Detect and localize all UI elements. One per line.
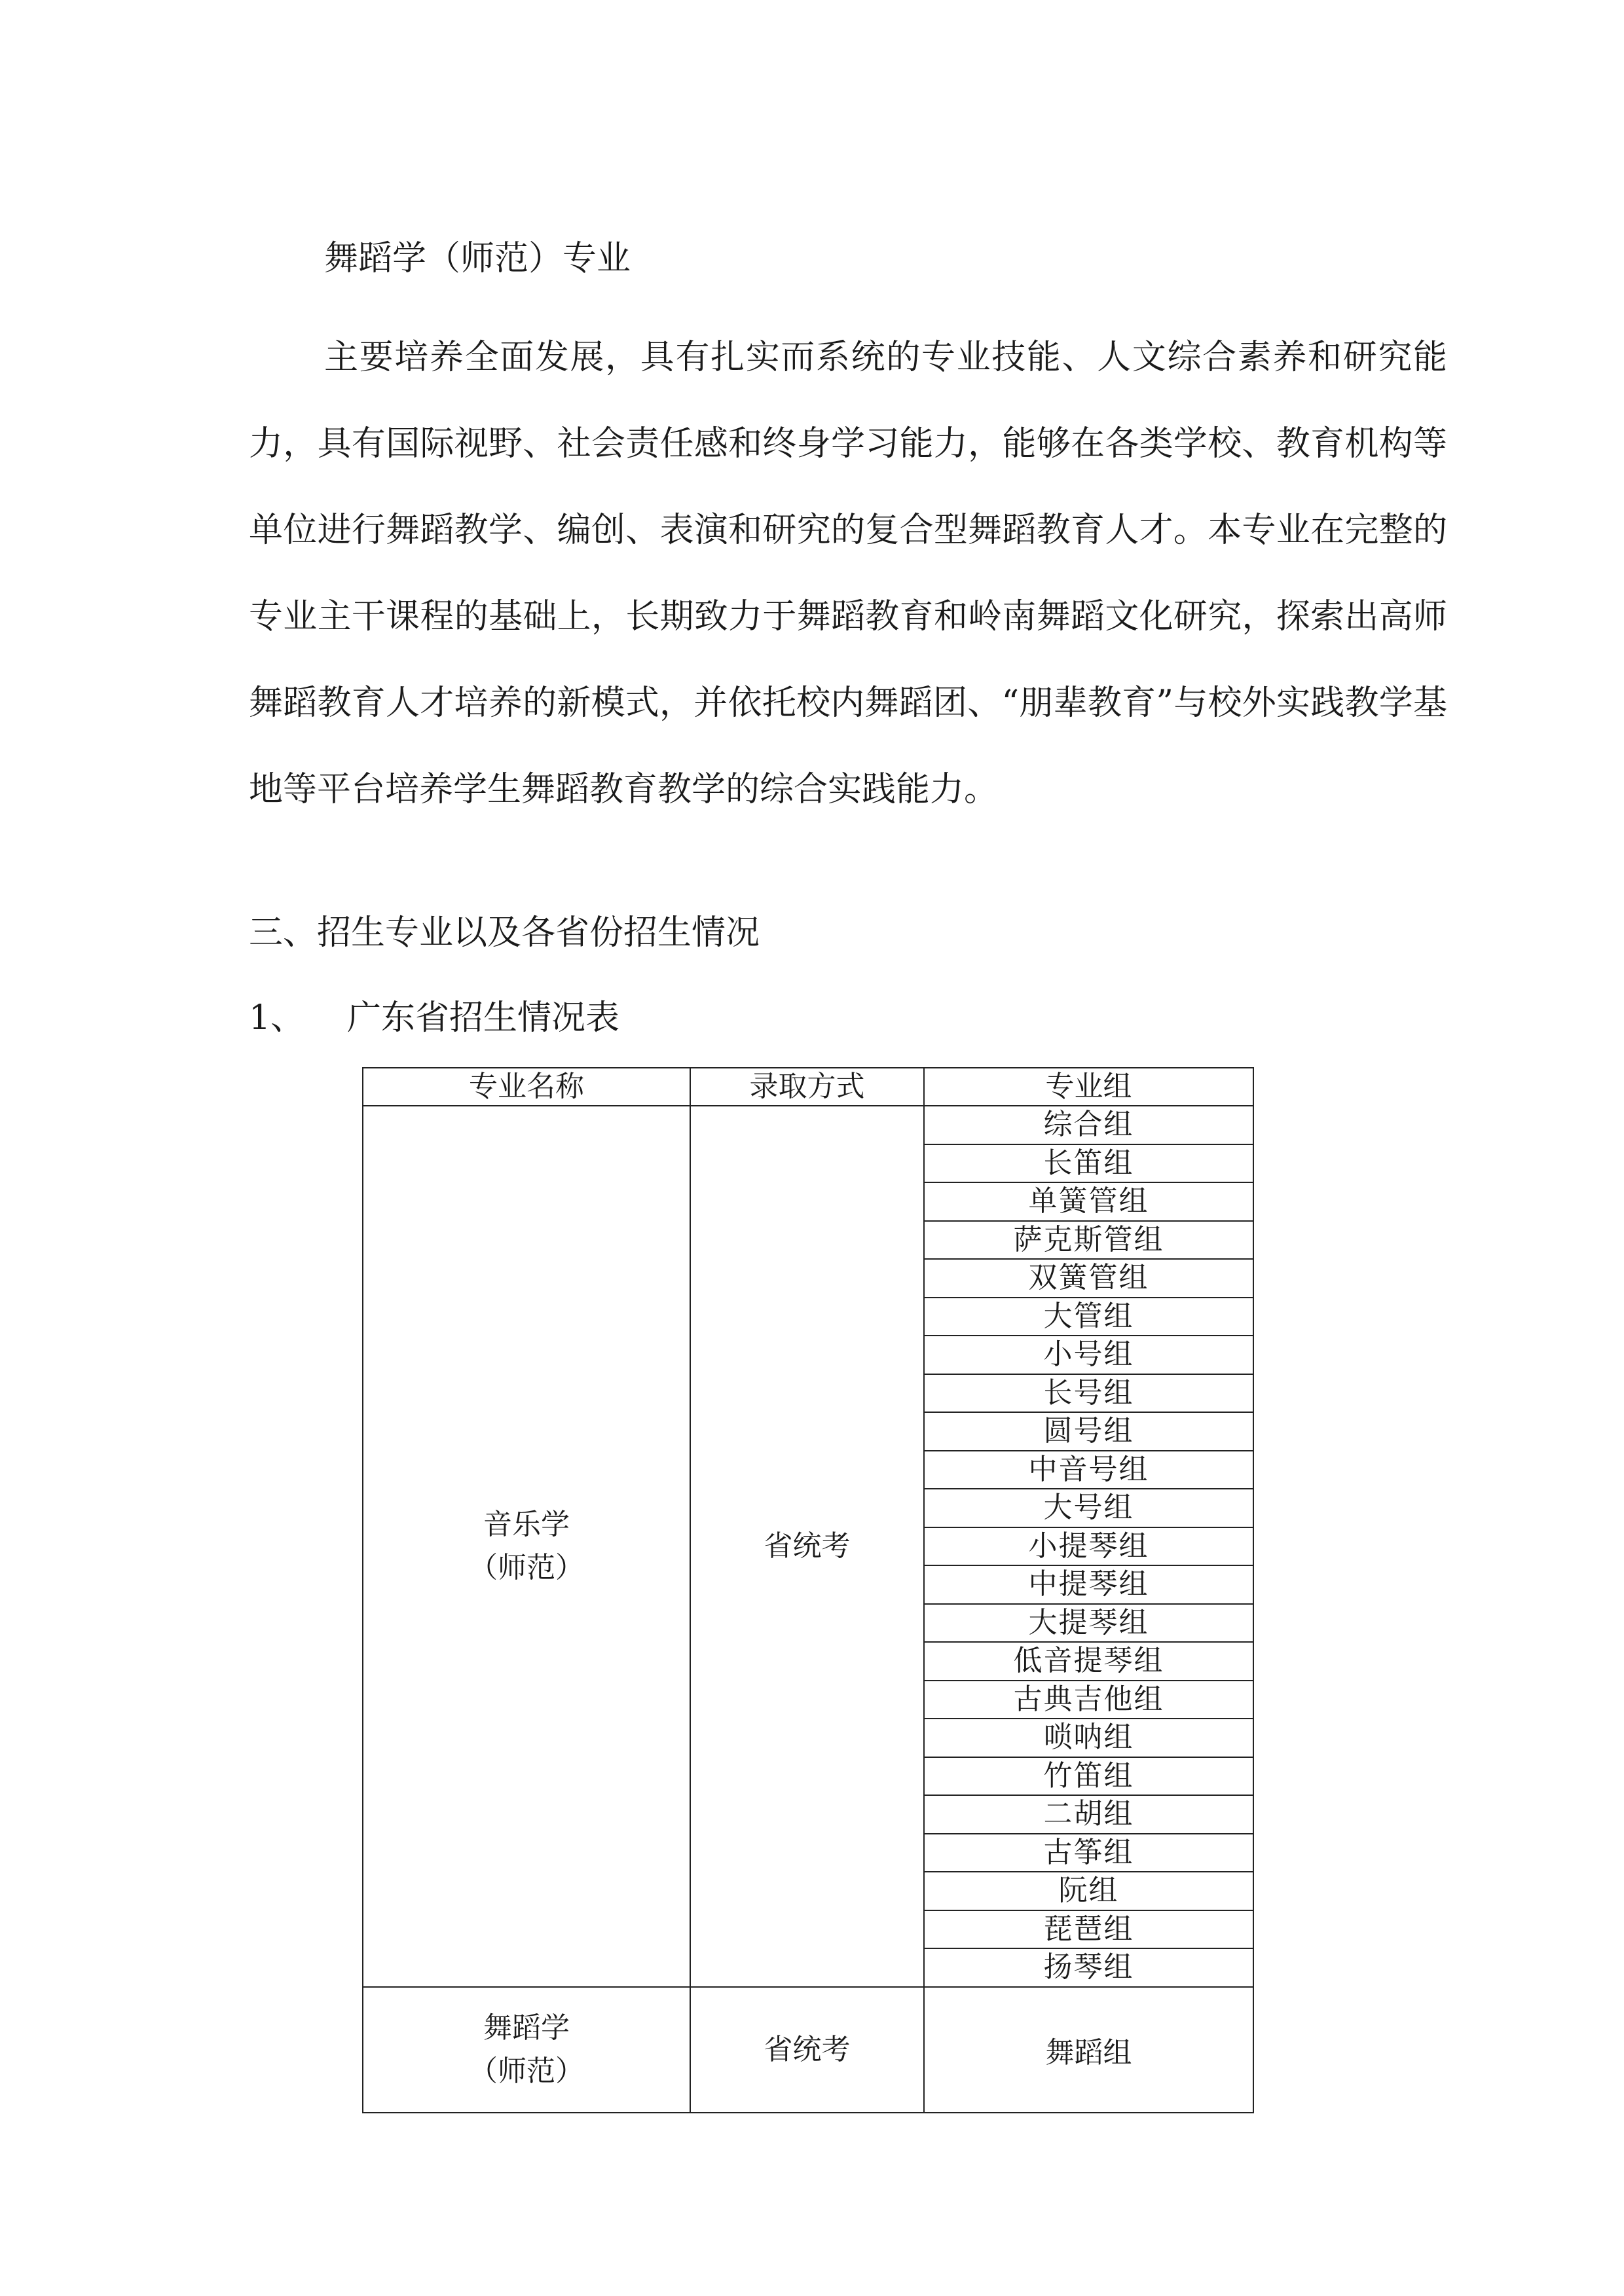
group-cell: 古筝组 <box>924 1834 1253 1872</box>
enrollment-table <box>362 1067 1254 2113</box>
table-row <box>363 1106 1253 1144</box>
group-cell: 大号组 <box>924 1489 1253 1527</box>
group-cell: 萨克斯管组 <box>924 1221 1253 1260</box>
major-note: （师范） <box>469 1550 584 1584</box>
group-cell: 单簧管组 <box>924 1182 1253 1221</box>
header-major-group: 专业组 <box>924 1068 1253 1106</box>
major-description-paragraph: 主要培养全面发展，具有扎实而系统的专业技能、人文综合素养和研究能力，具有国际视野、社会责任感和终身学习能力，能够在各类学校、教育机构等单位进行舞蹈教学、编创、表演和研究的复合型舞蹈教育人才。本专业在完整的专业主干课程的基础上，长期致力于舞蹈教育和岭南舞蹈文化研究，探索出高师舞蹈教育人才培养的新模式，并依托校内舞蹈团、“朋辈教育”与校外实践教学基地等平台培养学生舞蹈教育教学的综合实践能力。 <box>249 338 1447 809</box>
major-name: 舞蹈学 <box>483 2011 570 2045</box>
table-heading-title: 广东省招生情况表 <box>347 998 620 1038</box>
table-heading <box>249 992 619 1044</box>
group-cell: 中音号组 <box>924 1451 1253 1489</box>
major-cell-music <box>363 1106 690 1987</box>
section-title: 舞蹈学（师范）专业 <box>324 239 631 278</box>
major-cell-dance <box>363 1987 690 2113</box>
table-row <box>363 1987 1253 2113</box>
enrollment-heading: 三、招生专业以及各省份招生情况 <box>249 913 760 953</box>
group-cell: 小提琴组 <box>924 1527 1253 1566</box>
major-note: （师范） <box>469 2054 584 2088</box>
major-name: 音乐学 <box>483 1507 570 1541</box>
header-admission-method: 录取方式 <box>690 1068 924 1106</box>
group-cell: 长号组 <box>924 1374 1253 1413</box>
group-cell: 长笛组 <box>924 1144 1253 1183</box>
group-cell: 琵琶组 <box>924 1910 1253 1949</box>
table-header-row <box>363 1068 1253 1106</box>
group-cell: 竹笛组 <box>924 1757 1253 1796</box>
method-cell-music: 省统考 <box>690 1106 924 1987</box>
group-cell: 大提琴组 <box>924 1604 1253 1643</box>
group-cell: 中提琴组 <box>924 1565 1253 1604</box>
group-cell: 唢呐组 <box>924 1719 1253 1757</box>
group-cell: 大管组 <box>924 1298 1253 1336</box>
group-cell: 圆号组 <box>924 1412 1253 1451</box>
group-cell: 综合组 <box>924 1106 1253 1144</box>
group-cell: 扬琴组 <box>924 1948 1253 1987</box>
group-cell: 低音提琴组 <box>924 1642 1253 1681</box>
group-cell: 双簧管组 <box>924 1259 1253 1298</box>
group-cell: 阮组 <box>924 1872 1253 1910</box>
group-cell-dance: 舞蹈组 <box>924 1987 1253 2113</box>
header-major-name: 专业名称 <box>363 1068 690 1106</box>
group-cell: 二胡组 <box>924 1795 1253 1834</box>
method-cell-dance: 省统考 <box>690 1987 924 2113</box>
table-heading-number: 1、 <box>249 998 305 1038</box>
group-cell: 古典吉他组 <box>924 1681 1253 1719</box>
group-cell: 小号组 <box>924 1336 1253 1374</box>
